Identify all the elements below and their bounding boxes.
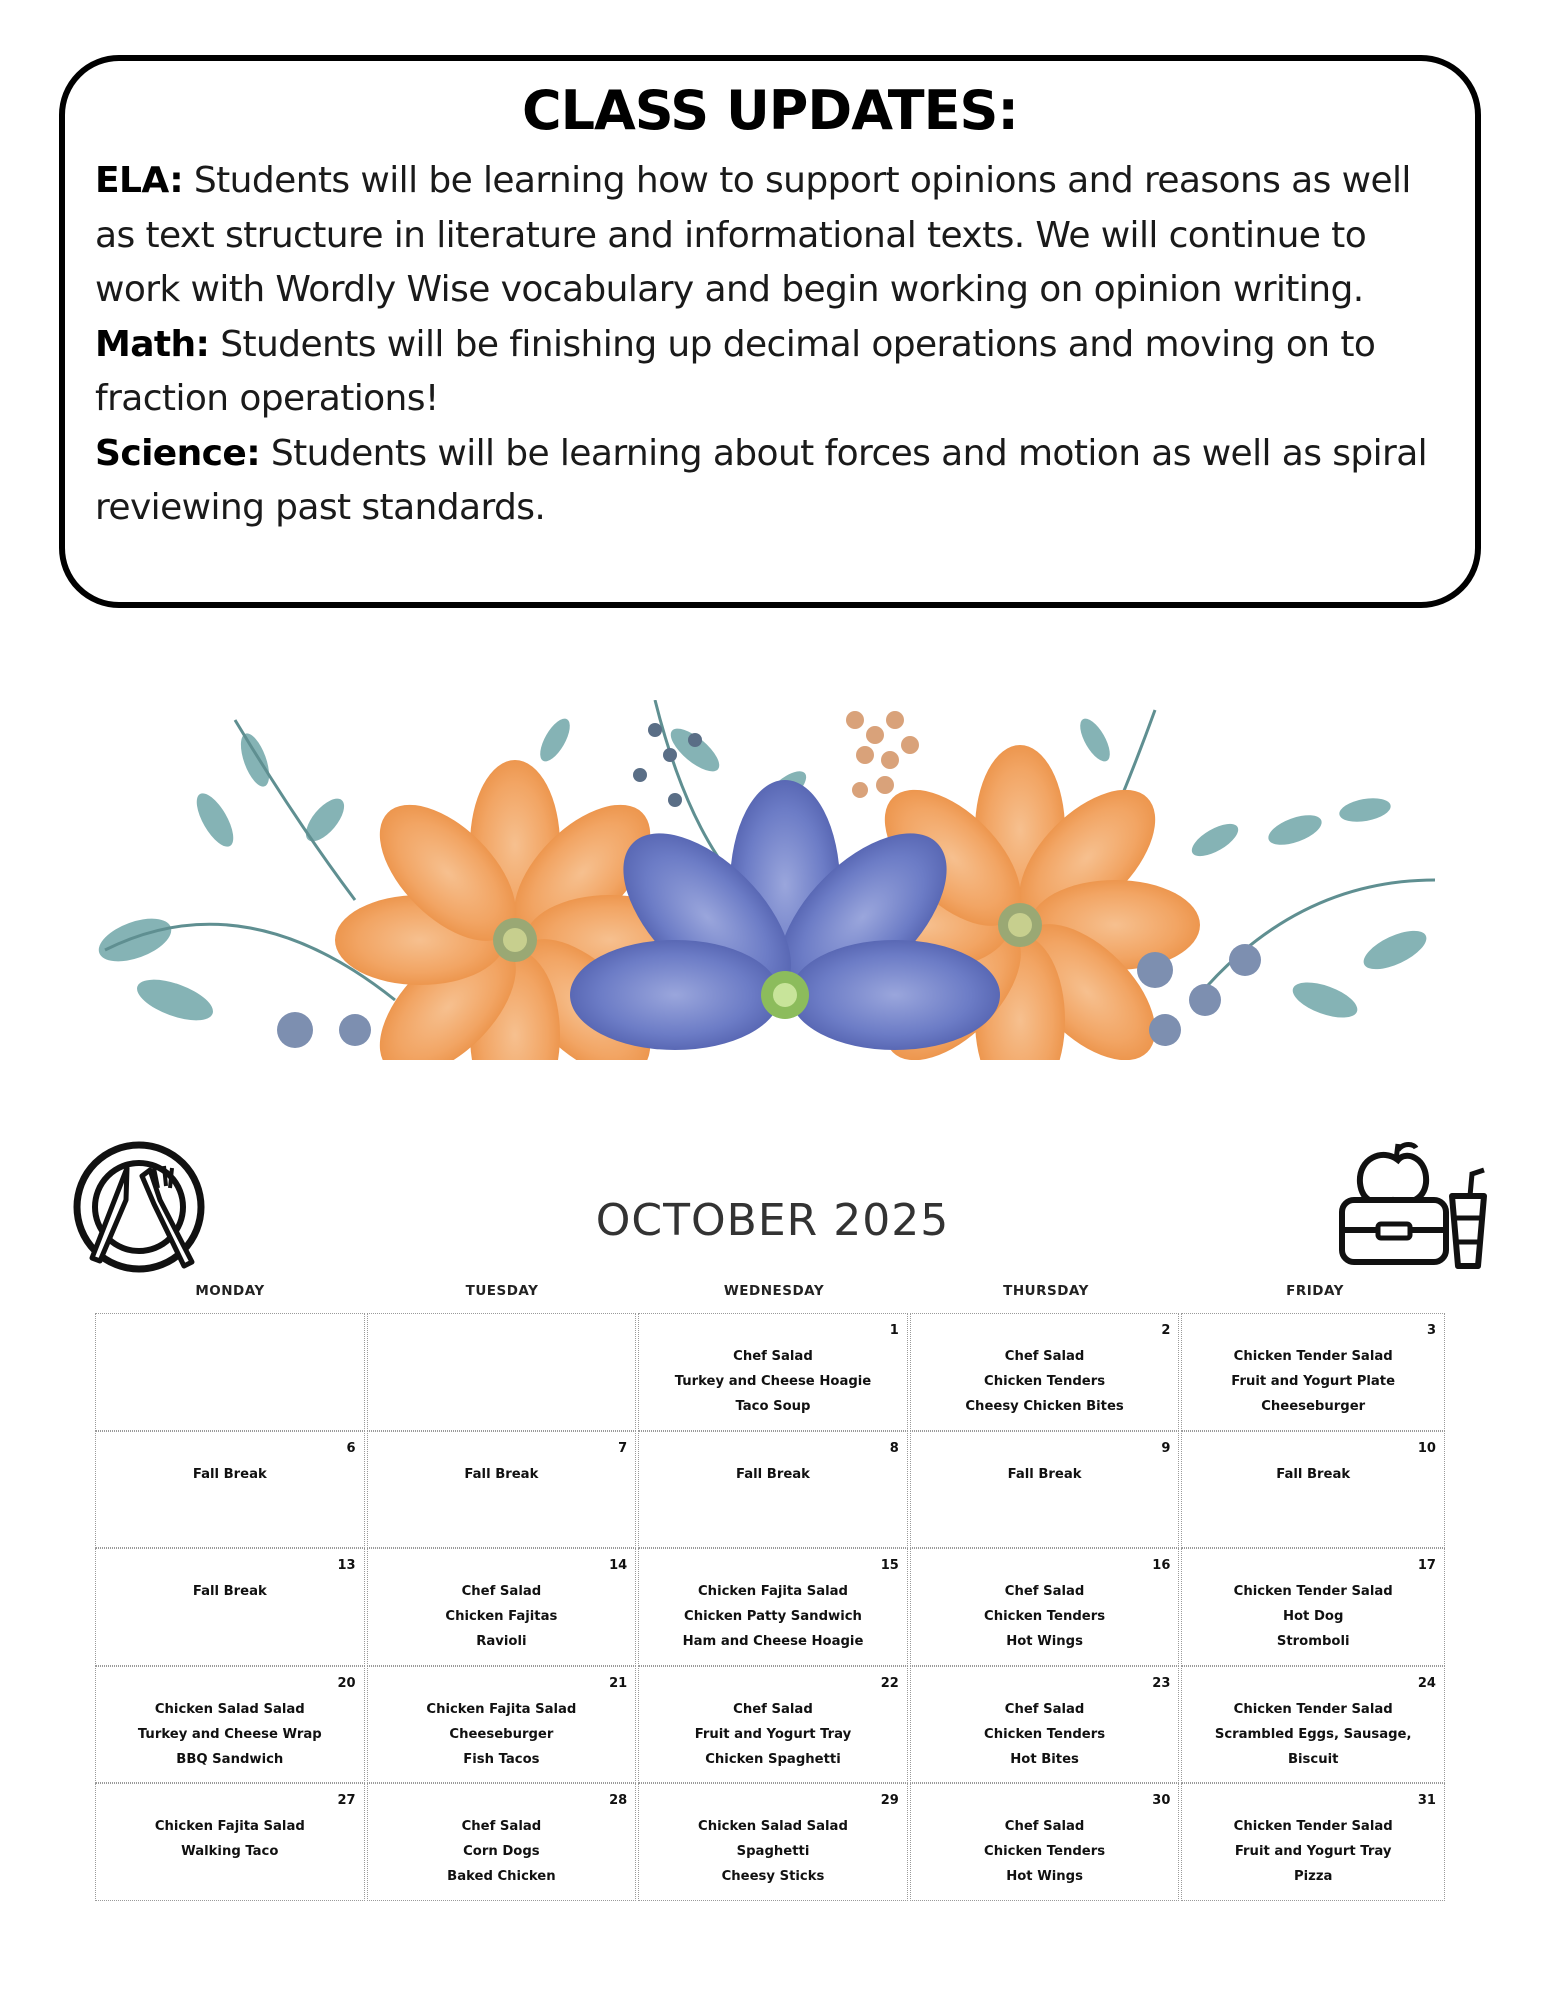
ela-paragraph bbox=[95, 154, 1455, 318]
meal-item: Chicken Patty Sandwich bbox=[684, 1609, 862, 1624]
meal-list bbox=[368, 1697, 636, 1772]
meal-item: Chicken Tender Salad bbox=[1233, 1701, 1393, 1717]
meal-list bbox=[639, 1462, 907, 1487]
day-number: 7 bbox=[618, 1440, 628, 1456]
meal-item: Fall Break bbox=[736, 1466, 810, 1482]
meal-list bbox=[1182, 1697, 1444, 1772]
day-number: 15 bbox=[880, 1558, 899, 1573]
calendar-day-cell bbox=[95, 1548, 365, 1666]
calendar-day-cell bbox=[910, 1666, 1180, 1784]
math-label: Math: bbox=[95, 323, 210, 365]
meal-item: Baked Chicken bbox=[447, 1869, 556, 1884]
meal-list bbox=[368, 1462, 636, 1487]
meal-list bbox=[96, 1462, 364, 1487]
meal-item: Chicken Fajita Salad bbox=[698, 1584, 848, 1599]
meal-item: Cheesy Chicken Bites bbox=[965, 1399, 1124, 1414]
meal-item: Biscuit bbox=[1287, 1751, 1339, 1767]
calendar-day-cell bbox=[910, 1431, 1180, 1549]
day-number: 9 bbox=[1161, 1440, 1171, 1456]
meal-item: Fall Break bbox=[192, 1466, 267, 1482]
science-paragraph bbox=[95, 427, 1455, 536]
meal-item: Chicken Salad Salad bbox=[154, 1701, 305, 1717]
meal-item: Hot Wings bbox=[1006, 1634, 1083, 1649]
meal-item: Chicken Tenders bbox=[984, 1844, 1106, 1859]
meal-item: Turkey and Cheese Hoagie bbox=[674, 1374, 872, 1389]
calendar-day-cell bbox=[95, 1431, 365, 1549]
meal-item: Chicken Tender Salad bbox=[1233, 1349, 1393, 1364]
meal-item: Fruit and Yogurt Tray bbox=[1234, 1844, 1392, 1859]
calendar-day-cell bbox=[1181, 1548, 1445, 1666]
meal-list bbox=[911, 1697, 1179, 1772]
day-number: 23 bbox=[1152, 1675, 1171, 1691]
meal-list bbox=[911, 1814, 1179, 1889]
meal-item: Cheeseburger bbox=[449, 1726, 554, 1742]
calendar-day-cell bbox=[367, 1666, 637, 1784]
day-number: 24 bbox=[1417, 1675, 1436, 1691]
updates-title: CLASS UPDATES: bbox=[521, 79, 1019, 142]
meal-list bbox=[96, 1697, 364, 1772]
meal-item: Chicken Tenders bbox=[984, 1609, 1106, 1624]
meal-item: Fall Break bbox=[464, 1466, 539, 1482]
day-number: 20 bbox=[337, 1675, 356, 1691]
day-number: 22 bbox=[880, 1675, 899, 1691]
meal-item: Fish Tacos bbox=[463, 1751, 540, 1767]
meal-item: Hot Bites bbox=[1010, 1751, 1079, 1767]
meal-item: Chef Salad bbox=[1004, 1819, 1085, 1834]
meal-item: Chef Salad bbox=[461, 1819, 542, 1834]
meal-item: Fall Break bbox=[1276, 1466, 1351, 1482]
calendar-day-cell bbox=[638, 1548, 908, 1666]
calendar-day-cell bbox=[638, 1666, 908, 1784]
meal-list bbox=[639, 1697, 907, 1772]
calendar-day-cell bbox=[367, 1548, 637, 1666]
meal-item: Turkey and Cheese Wrap bbox=[137, 1726, 322, 1742]
calendar-day-cell bbox=[95, 1783, 365, 1901]
calendar-day-cell bbox=[910, 1548, 1180, 1666]
meal-list bbox=[911, 1344, 1179, 1419]
meal-item: Chicken Spaghetti bbox=[705, 1751, 841, 1767]
meal-list bbox=[96, 1579, 364, 1604]
meal-item: BBQ Sandwich bbox=[176, 1751, 284, 1767]
calendar-day-cell bbox=[1181, 1666, 1445, 1784]
day-number: 8 bbox=[889, 1440, 899, 1456]
calendar-week-row bbox=[95, 1666, 1445, 1784]
meal-list bbox=[1182, 1814, 1444, 1889]
calendar-week-row bbox=[95, 1783, 1445, 1901]
meal-item: Taco Soup bbox=[735, 1399, 811, 1414]
day-header-thursday: THURSDAY bbox=[1003, 1283, 1089, 1299]
science-text: Students will be learning about forces and motion as well as spiral reviewing past standards. bbox=[95, 432, 1428, 528]
meal-list bbox=[368, 1814, 636, 1889]
day-header-friday: FRIDAY bbox=[1286, 1283, 1344, 1299]
math-paragraph bbox=[95, 318, 1455, 427]
meal-list bbox=[1182, 1344, 1444, 1419]
meal-list bbox=[639, 1579, 907, 1654]
calendar-day-cell bbox=[367, 1313, 637, 1431]
meal-item: Scrambled Eggs, Sausage, bbox=[1214, 1726, 1412, 1742]
meal-item: Chef Salad bbox=[733, 1701, 813, 1717]
day-number: 29 bbox=[880, 1793, 899, 1808]
meal-item: Stromboli bbox=[1276, 1634, 1350, 1649]
calendar-day-cell bbox=[1181, 1431, 1445, 1549]
calendar-week-row bbox=[95, 1548, 1445, 1666]
calendar-day-cell bbox=[910, 1783, 1180, 1901]
day-header-monday: MONDAY bbox=[195, 1283, 265, 1299]
meal-item: Chef Salad bbox=[1004, 1349, 1085, 1364]
meal-item: Chicken Fajita Salad bbox=[154, 1819, 305, 1834]
day-number: 3 bbox=[1426, 1323, 1436, 1338]
calendar-title: OCTOBER 2025 bbox=[595, 1195, 950, 1246]
meal-list bbox=[639, 1814, 907, 1889]
ela-text: Students will be learning how to support opinions and reasons as well as text structure in literature and informational texts. We will continue to work with Wordly Wise vocabulary and begin working on opinion writing. bbox=[95, 160, 1411, 310]
meal-item: Chicken Tenders bbox=[984, 1374, 1106, 1389]
floral-banner-image bbox=[95, 700, 1440, 1060]
day-number: 1 bbox=[889, 1323, 899, 1338]
meal-list bbox=[96, 1814, 364, 1864]
calendar-day-cell bbox=[638, 1783, 908, 1901]
day-number: 6 bbox=[346, 1440, 356, 1456]
meal-item: Hot Wings bbox=[1006, 1869, 1083, 1884]
calendar-day-cell bbox=[367, 1783, 637, 1901]
calendar-day-cell bbox=[1181, 1783, 1445, 1901]
calendar-day-cell bbox=[1181, 1313, 1445, 1431]
meal-item: Chef Salad bbox=[1004, 1701, 1085, 1717]
calendar-week-row bbox=[95, 1431, 1445, 1549]
calendar-day-cell bbox=[638, 1431, 908, 1549]
meal-item: Walking Taco bbox=[181, 1844, 279, 1859]
meal-item: Chef Salad bbox=[461, 1584, 542, 1599]
meal-item: Cheeseburger bbox=[1261, 1399, 1366, 1414]
meal-item: Chicken Tenders bbox=[984, 1726, 1106, 1742]
lunch-calendar-grid bbox=[95, 1313, 1445, 1901]
day-header-tuesday: TUESDAY bbox=[465, 1283, 539, 1299]
meal-item: Chicken Tender Salad bbox=[1233, 1819, 1393, 1834]
meal-item: Chicken Tender Salad bbox=[1233, 1584, 1393, 1599]
calendar-day-cell bbox=[910, 1313, 1180, 1431]
calendar-week-row bbox=[95, 1313, 1445, 1431]
day-number: 10 bbox=[1417, 1440, 1436, 1456]
day-number: 31 bbox=[1417, 1793, 1436, 1808]
class-updates-box bbox=[59, 55, 1481, 608]
day-number: 2 bbox=[1161, 1323, 1171, 1338]
calendar-day-cell bbox=[367, 1431, 637, 1549]
calendar-day-cell bbox=[95, 1666, 365, 1784]
calendar-day-cell bbox=[638, 1313, 908, 1431]
meal-item: Fruit and Yogurt Tray bbox=[694, 1726, 852, 1742]
day-number: 21 bbox=[609, 1675, 628, 1691]
meal-item: Spaghetti bbox=[736, 1844, 810, 1859]
meal-item: Fall Break bbox=[192, 1584, 267, 1599]
meal-item: Ham and Cheese Hoagie bbox=[682, 1634, 864, 1649]
updates-body bbox=[95, 154, 1455, 536]
meal-list bbox=[1182, 1579, 1444, 1654]
meal-list bbox=[639, 1344, 907, 1419]
day-number: 28 bbox=[609, 1793, 628, 1808]
meal-list bbox=[1182, 1462, 1444, 1487]
day-header-wednesday: WEDNESDAY bbox=[723, 1283, 825, 1299]
meal-item: Corn Dogs bbox=[463, 1844, 540, 1859]
calendar-day-cell bbox=[95, 1313, 365, 1431]
day-number: 17 bbox=[1417, 1558, 1436, 1573]
meal-item: Chef Salad bbox=[733, 1349, 813, 1364]
day-number: 13 bbox=[337, 1558, 356, 1573]
science-label: Science: bbox=[95, 432, 261, 474]
day-number: 14 bbox=[609, 1558, 628, 1573]
ela-label: ELA: bbox=[95, 160, 184, 201]
meal-item: Pizza bbox=[1293, 1869, 1333, 1884]
meal-item: Fruit and Yogurt Plate bbox=[1231, 1374, 1396, 1389]
day-number: 27 bbox=[337, 1793, 356, 1808]
meal-list bbox=[368, 1579, 636, 1654]
day-number: 16 bbox=[1152, 1558, 1171, 1573]
day-number: 30 bbox=[1152, 1793, 1171, 1808]
meal-list bbox=[911, 1579, 1179, 1654]
meal-item: Fall Break bbox=[1007, 1466, 1082, 1482]
meal-item: Hot Dog bbox=[1282, 1609, 1344, 1624]
meal-item: Chef Salad bbox=[1004, 1584, 1085, 1599]
meal-item: Chicken Salad Salad bbox=[698, 1819, 848, 1834]
math-text: Students will be finishing up decimal operations and moving on to fraction operations! bbox=[95, 323, 1376, 419]
meal-item: Chicken Fajitas bbox=[445, 1609, 558, 1624]
meal-list bbox=[911, 1462, 1179, 1487]
meal-item: Cheesy Sticks bbox=[721, 1869, 825, 1884]
meal-item: Chicken Fajita Salad bbox=[426, 1701, 577, 1717]
meal-item: Ravioli bbox=[476, 1634, 527, 1649]
